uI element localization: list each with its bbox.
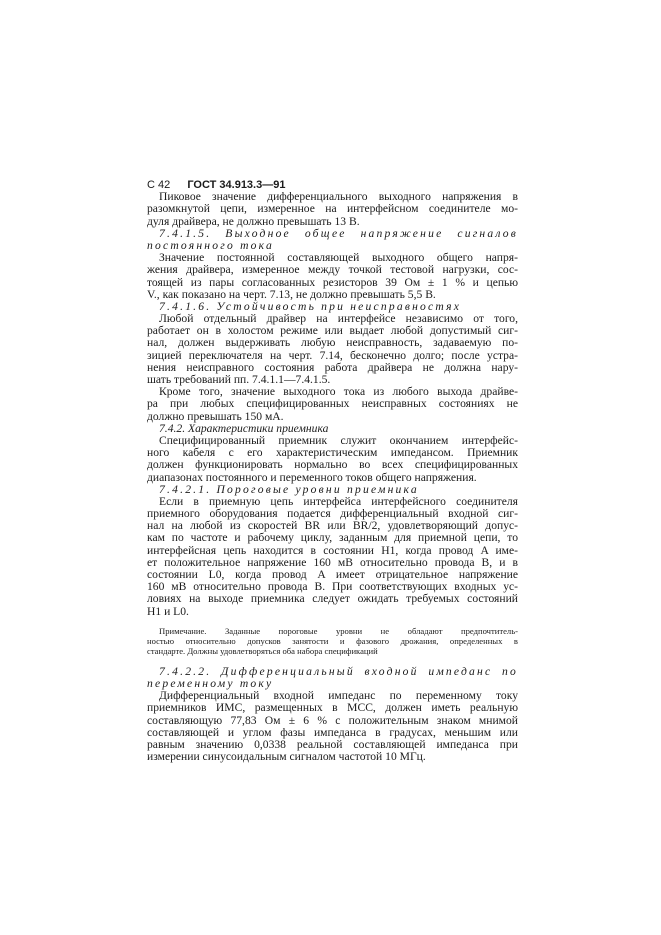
text-line: измерении синусоидальным сигналом частотой 10 МГц. [147, 750, 426, 764]
text-line: кам по частоте и рабочему циклу, заданным для приемной цепи, то [147, 531, 518, 545]
text-line: Любой отдельный драйвер на интерфейсе независимо от того, [159, 312, 518, 326]
document-body [147, 191, 518, 763]
text-line: ет положительное напряжение 160 мВ относительно провода B, и в [147, 555, 518, 569]
text-line: H1 и L0. [147, 604, 189, 618]
note [147, 626, 518, 656]
text-line: зицией переключателя на черт. 7.14, бесконечно долго; после устра- [147, 348, 518, 362]
text-line: нения неисправного состояния работа драйвера не должна нару- [147, 360, 518, 374]
section-heading [147, 228, 518, 252]
text-line: составляющую 77,83 Ом ± 6 % с положительным знаком мнимой [147, 713, 518, 727]
text-line: нал на любой из скоростей BR или BR/2, удовлетворяющий допус- [147, 519, 518, 533]
text-line: Дифференциальный входной импеданс по переменному току [159, 689, 518, 703]
text-line: ностью относительно допусков занятости и фазового дрожания, определенных в [147, 635, 518, 646]
text-line: ра при любых специфицированных неисправных состояниях не [147, 397, 518, 411]
page-number: С 42 [147, 179, 171, 191]
standard-designation: ГОСТ 34.913.3—91 [187, 179, 286, 191]
text-line: 7.4.1.6. Устойчивость при неисправностях [159, 299, 462, 313]
text-line: Пиковое значение дифференциального выходного напряжения в [159, 190, 518, 204]
text-line: Если в приемную цепь интерфейса интерфейсного соединителя [159, 494, 518, 508]
text-line: Значение постоянной составляющей выходного общего напря- [159, 251, 518, 265]
text-line: жения драйвера, измеренное между точкой тестовой нагрузки, сос- [147, 263, 518, 277]
text-line: Примечание. Заданные пороговые уровни не обладают предпочтитель- [159, 625, 518, 636]
section-heading [147, 666, 518, 690]
paragraph [147, 313, 518, 386]
text-line: диапазонах постоянного и переменного токов общего напряжения. [147, 470, 477, 484]
text-line: 7.4.2.2. Дифференциальный входной импеданс по [159, 664, 518, 678]
paragraph [147, 690, 518, 763]
text-line: 7.4.2.1. Пороговые уровни приемника [159, 482, 419, 496]
text-line: тоящей из пары согласованных резисторов 39 Ом ± 1 % и цепью [147, 275, 518, 289]
text-line: состоянии L0, когда провод A имеет отрицательное напряжение [147, 568, 518, 581]
text-line: работает он в холостом режиме или выдает любой допустимый сиг- [147, 324, 518, 338]
text-line: ного кабеля с его характеристическим импедансом. Приемник [147, 446, 518, 460]
text-line: интерфейсная цепь находится в состоянии H1, когда провод A име- [147, 543, 518, 557]
text-line: должно превышать 150 мА. [147, 409, 284, 423]
paragraph [147, 252, 518, 301]
text-line: 7.4.1.5. Выходное общее напряжение сигналов [159, 226, 518, 240]
text-line: должен функционировать нормально во всех специфицированных [147, 458, 518, 472]
text-line: шать требований пп. 7.4.1.1—7.4.1.5. [147, 373, 331, 386]
text-line: V., как показано на черт. 7.13, не должно превышать 5,5 В. [147, 287, 436, 301]
text-line: 7.4.2. Характеристики приемника [159, 421, 329, 435]
text-line: разомкнутой цепи, измеренное на интерфейсном соединителе мо- [147, 202, 518, 216]
text-line: приемного оборудования подается дифференциальный входной сиг- [147, 507, 518, 521]
text-line: 160 мВ относительно провода B. При соответствующих входных ус- [147, 580, 518, 594]
text-line: составляющей и углом фазы импеданса в градусах, меньшим или [147, 725, 518, 739]
paragraph [147, 191, 518, 228]
text-line: приемников ИМС, размещенных в МСС, должен иметь реальную [147, 701, 518, 715]
paragraph [147, 435, 518, 484]
text-line: равным значению 0,0338 реальной составляющей импеданса при [147, 737, 518, 751]
text-line: нал, должен выдерживать любую неисправность, задаваемую по- [147, 336, 518, 350]
text-line: Специфицированный приемник служит окончанием интерфейс- [159, 433, 518, 447]
paragraph [147, 496, 518, 618]
text-line: ловиях на выходе приемника следует ожидать требуемых состояний [147, 592, 518, 606]
text-line: постоянного тока [147, 238, 274, 252]
document-page [147, 179, 518, 763]
text-line: Кроме того, значение выходного тока из любого выхода драйве- [159, 385, 518, 399]
text-line: дуля драйвера, не должно превышать 13 В. [147, 214, 360, 228]
text-line: переменному току [147, 676, 274, 690]
paragraph [147, 386, 518, 423]
text-line: стандарте. Должны удовлетворяться оба набора спецификаций [147, 645, 378, 656]
